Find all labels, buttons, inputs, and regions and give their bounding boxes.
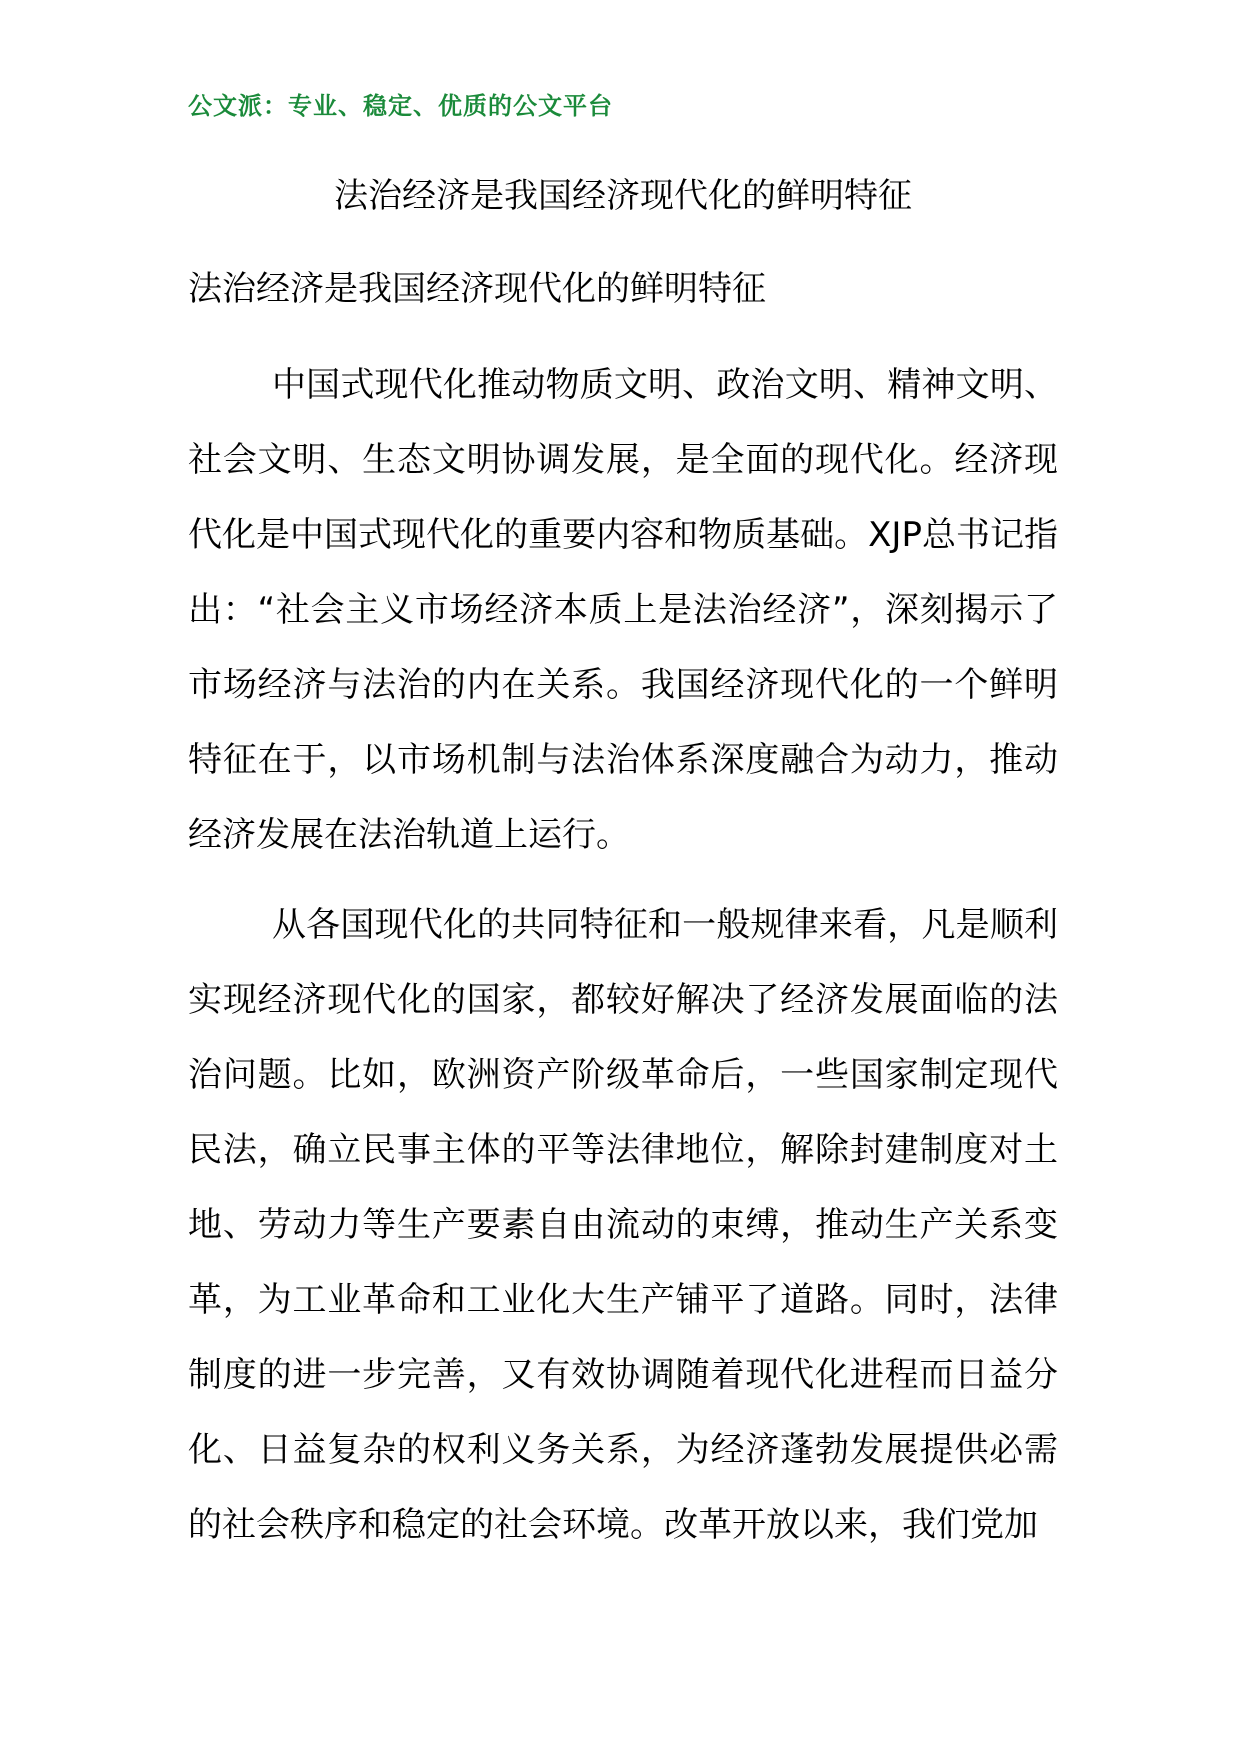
body-paragraph-2: 从各国现代化的共同特征和一般规律来看，凡是顺利实现经济现代化的国家，都较好解决了经济发展面临的法治问题。比如，欧洲资产阶级革命后，一些国家制定现代民法，确立民事主体的平等法律地位，解除封建制度对土地、劳动力等生产要素自由流动的束缚，推动生产关系变革，为工业革命和工业化大生产铺平了道路。同时，法律制度的进一步完善，又有效协调随着现代化进程而日益分化、日益复杂的权利义务关系，为经济蓬勃发展提供必需的社会秩序和稳定的社会环境。改革开放以来，我们党加 <box>188 905 1058 1545</box>
body-paragraph-1: 中国式现代化推动物质文明、政治文明、精神文明、社会文明、生态文明协调发展，是全面的现代化。经济现代化是中国式现代化的重要内容和物质基础。XJP总书记指出：“社会主义市场经济本质上是法治经济”，深刻揭示了市场经济与法治的内在关系。我国经济现代化的一个鲜明特征在于，以市场机制与法治体系深度融合为动力，推动经济发展在法治轨道上运行。 <box>188 365 1058 855</box>
brand-header: 公文派：专业、稳定、优质的公文平台 <box>188 92 613 120</box>
document-subtitle: 法治经济是我国经济现代化的鲜明特征 <box>188 269 766 309</box>
document-title: 法治经济是我国经济现代化的鲜明特征 <box>334 176 912 216</box>
